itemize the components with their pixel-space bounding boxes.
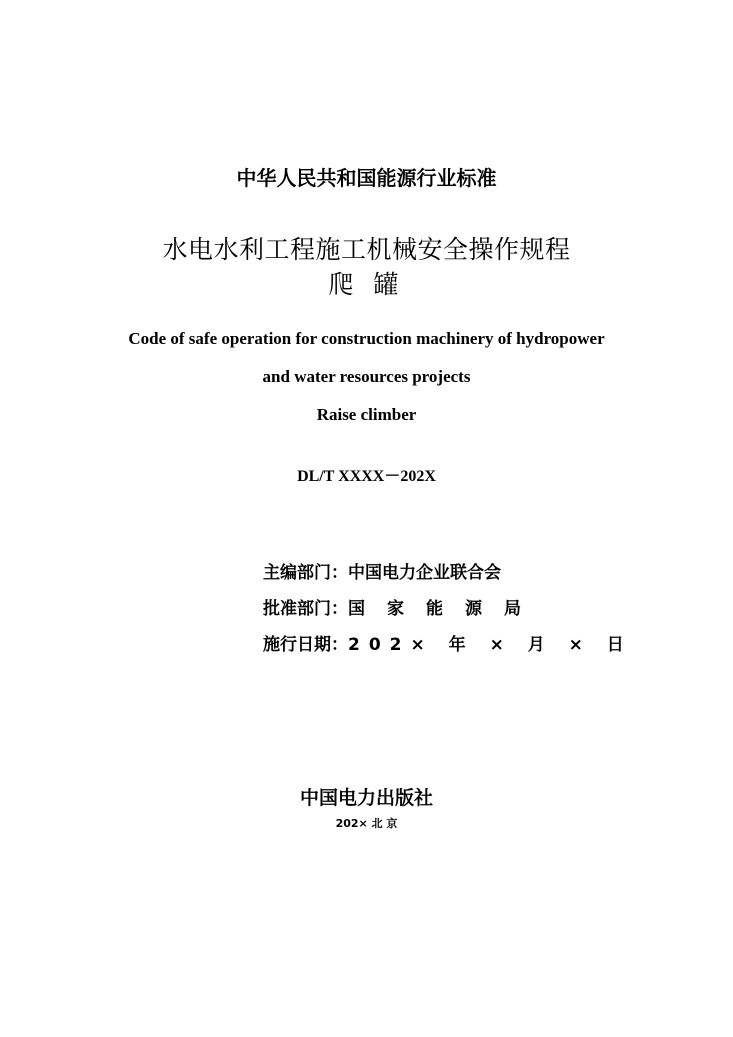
issuance-info bbox=[263, 561, 633, 669]
english-title-line-1: Code of safe operation for construction machinery of hydropower bbox=[128, 329, 605, 348]
effective-date-value: 202× 年 × 月 × 日 bbox=[348, 635, 633, 655]
english-title-line-2: and water resources projects bbox=[262, 367, 471, 386]
publisher-name: 中国电力出版社 bbox=[299, 787, 433, 809]
standard-category: 中华人民共和国能源行业标准 bbox=[236, 166, 497, 190]
standard-number: DL/T XXXX－202X bbox=[297, 468, 436, 485]
approver-row bbox=[263, 597, 633, 633]
editor-value: 中国电力企业联合会 bbox=[348, 563, 501, 583]
approver-label: 批准部门： bbox=[263, 599, 348, 619]
editor-label: 主编部门： bbox=[263, 563, 348, 583]
publish-year-place: 202× 北 京 bbox=[335, 817, 398, 830]
english-title-line-3: Raise climber bbox=[316, 405, 417, 424]
approver-value: 国家能源局 bbox=[348, 599, 543, 619]
document-title: 水电水利工程施工机械安全操作规程 bbox=[162, 235, 571, 264]
effective-date-row bbox=[263, 633, 633, 669]
effective-date-label: 施行日期： bbox=[263, 635, 348, 655]
document-subtitle: 爬 罐 bbox=[328, 270, 405, 299]
editor-row bbox=[263, 561, 633, 597]
